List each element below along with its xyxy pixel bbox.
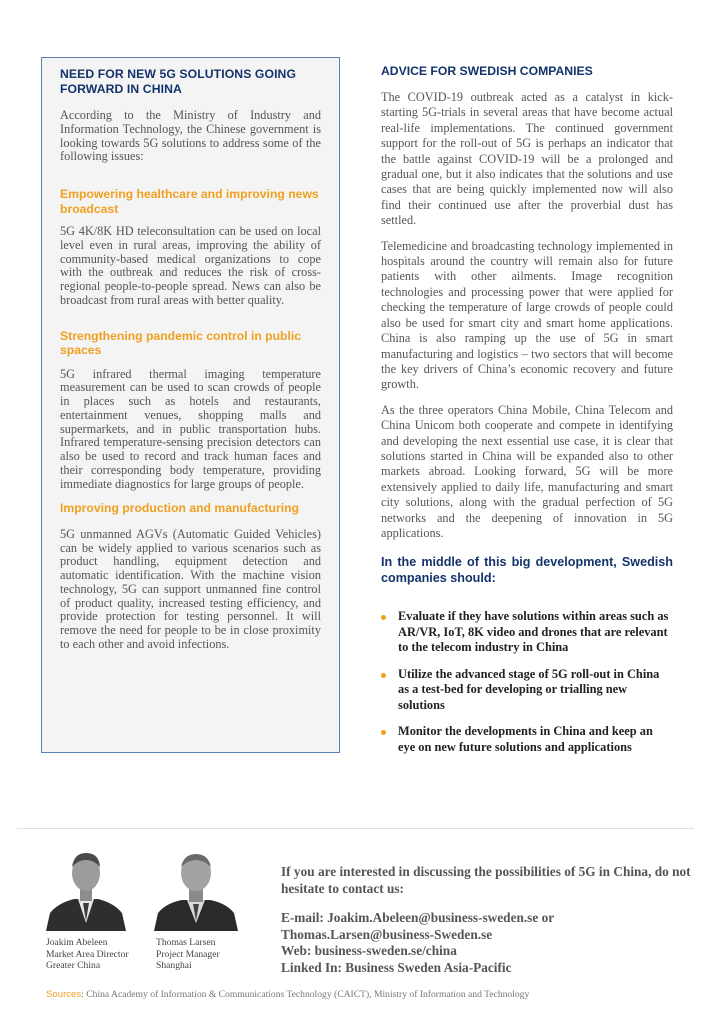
contact-block — [281, 864, 691, 976]
bullet-dot-icon — [381, 615, 386, 620]
advice-paragraph-3: As the three operators China Mobile, China Telecom and China Unicom both cooperate and compete in identifying and developing the next essential use case, it is clear that solutions started in China will be expanded also to other markets abroad. Looking forward, 5G will be more extensively applied to daily life, manufacturing and smart city solutions, along with the gradual perfection of 5G networks and the deepening of innovation in 5G applications. — [381, 402, 673, 540]
person-caption-joakim — [46, 937, 129, 972]
list-item: Utilize the advanced stage of 5G roll-out in China as a test-bed for developing or trialling new solutions — [381, 667, 673, 714]
person-name: Joakim Abeleen — [46, 937, 108, 948]
advice-paragraph-1: The COVID-19 outbreak acted as a catalyst in kick-starting 5G-trials in several areas that have become actual real-life implementations. The continued government support for the roll-out of 5G is perhaps an indicator that the battle against COVID-19 will be a prolonged and gradual one, but it also indicates that the solutions and use cases that are being quickly implemented now will also find their continued use after the proverbial dust has settled. — [381, 90, 673, 228]
section-heading-healthcare: Empowering healthcare and improving news broadcast — [60, 187, 319, 216]
list-item: Monitor the developments in China and keep an eye on new future solutions and applications — [381, 724, 673, 755]
person-location: Greater China — [46, 960, 101, 971]
advice-paragraph-2: Telemedicine and broadcasting technology implemented in hospitals around the country will remain also for future patients with other ailments. Image recognition technologies and processing power that were applied for checking the temperature of large crowds of people could also be used for smart city and smart home applications. China is also ramping up the use of 5G in smart manufacturing and logistics – two sectors that will become the key drivers of China’s economic recovery and future growth. — [381, 238, 673, 392]
person-title: Project Manager — [156, 948, 220, 960]
info-box-china-5g-needs — [41, 57, 340, 753]
contact-web[interactable]: Web: business-sweden.se/china — [281, 943, 457, 958]
person-title: Market Area Director — [46, 948, 129, 960]
person-name: Thomas Larsen — [156, 937, 216, 948]
sources-label: Sources — [46, 989, 82, 1000]
box-title: NEED FOR NEW 5G SOLUTIONS GOING FORWARD IN CHINA — [60, 67, 297, 96]
advice-title: ADVICE FOR SWEDISH COMPANIES — [381, 64, 593, 78]
advice-column — [381, 64, 673, 755]
section-heading-pandemic: Strengthening pandemic control in public spaces — [60, 328, 302, 357]
avatar-thomas-larsen — [154, 847, 238, 931]
section-body-pandemic: 5G infrared thermal imaging temperature measurement can be used to scan crowds of people in places such as hotels and restaurants, entertainment venues, shopping malls and supermarkets, and in public transportation hubs. Infrared temperature-sensing precision detectors can also be used to record and track human faces and their corresponding body temperature, providing immediate diagnostics for large groups of people. — [60, 366, 321, 491]
section-body-healthcare: 5G 4K/8K HD teleconsultation can be used on local level even in rural areas, improving the ability of community-based medical organizations to cope with the outbreak and reduces the risk of cross-regional people-to-people spread. News can also be broadcast from rural areas with better quality. — [60, 224, 321, 307]
section-body-production: 5G unmanned AGVs (Automatic Guided Vehicles) can be widely applied to various scenarios such as product handling, equipment detection and automatic identification. With the machine vision technology, 5G can support unmanned fine control of product quality, increased testing efficiency, and provide protection for testing personnel. It will remove the need for people to be in close proximity to each other and avoid infections. — [60, 526, 321, 651]
callout-heading: In the middle of this big development, Swedish companies should: — [381, 555, 673, 586]
contact-linkedin[interactable]: Linked In: Business Sweden Asia-Pacific — [281, 959, 512, 975]
recommendation-list — [381, 609, 673, 755]
contact-email-line-1[interactable]: E-mail: Joakim.Abeleen@business-sweden.se or — [281, 910, 555, 925]
sources-text: : China Academy of Information & Communications Technology (CAICT), Ministry of Information and Technology — [81, 989, 530, 1000]
avatar-joakim-abeleen — [44, 843, 128, 931]
person-location: Shanghai — [156, 960, 192, 971]
section-divider — [17, 828, 694, 829]
contact-intro: If you are interested in discussing the possibilities of 5G in China, do not hesitate to contact us: — [281, 864, 691, 896]
box-intro: According to the Ministry of Industry and Information Technology, the Chinese government is looking towards 5G solutions to address some of the following issues: — [60, 108, 321, 164]
bullet-dot-icon — [381, 730, 386, 735]
list-item: Evaluate if they have solutions within areas such as AR/VR, IoT, 8K video and drones that are relevant to the telecom industry in China — [381, 609, 673, 656]
bullet-dot-icon — [381, 673, 386, 678]
section-heading-production: Improving production and manufacturing — [60, 501, 300, 516]
contact-email-line-2[interactable]: Thomas.Larsen@business-Sweden.se — [281, 926, 493, 942]
sources-footnote — [46, 989, 529, 1000]
person-caption-thomas — [156, 937, 220, 972]
